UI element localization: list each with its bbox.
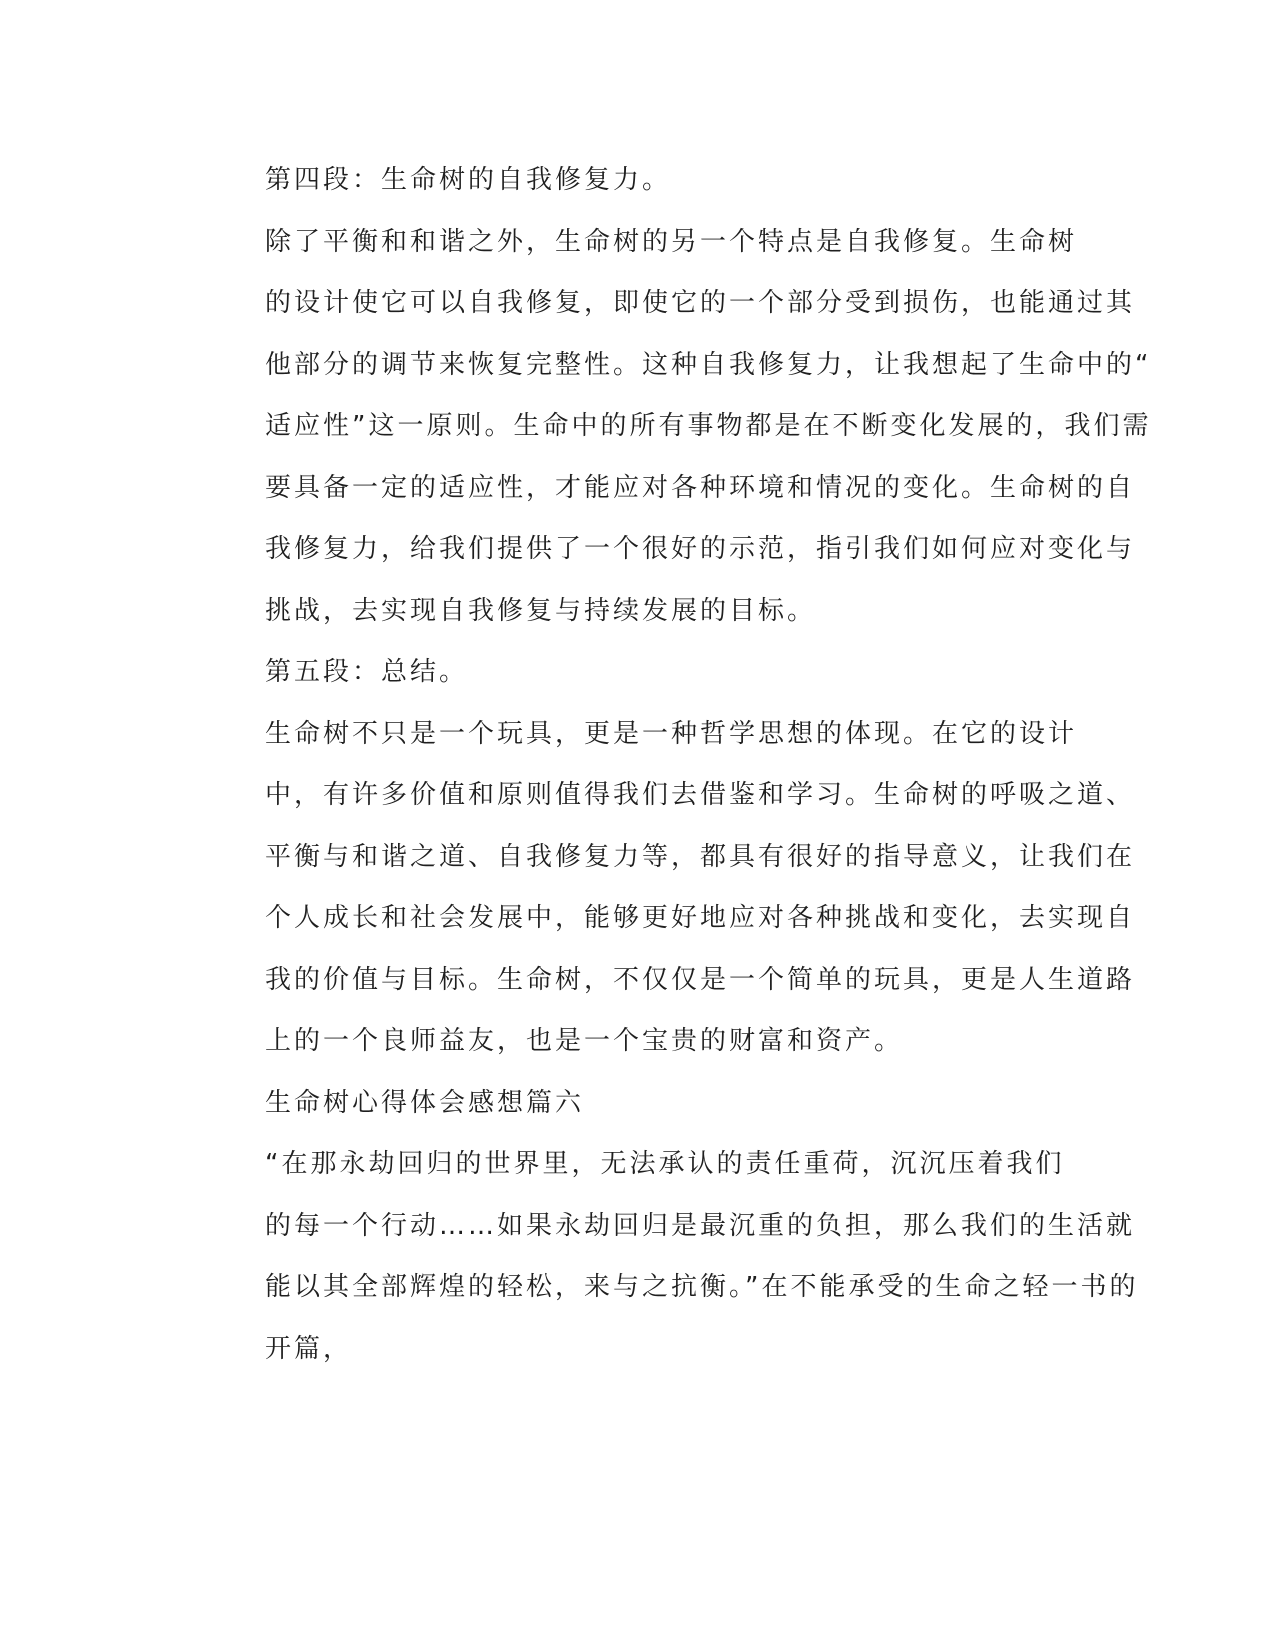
- text-line: 我的价值与目标。生命树，不仅仅是一个简单的玩具，更是人生道路: [265, 964, 1136, 995]
- essay-title-six: [189, 1073, 1085, 1135]
- text-line: 挑战，去实现自我修复与持续发展的目标。: [265, 595, 817, 626]
- paragraph-self-repair: [189, 212, 1152, 643]
- section-heading-four: [189, 150, 1085, 212]
- paragraph-quote: [189, 1134, 1139, 1380]
- text-line: 开篇，: [265, 1333, 353, 1364]
- text-line: 中，有许多价值和原则值得我们去借鉴和学习。生命树的呼吸之道、: [265, 780, 1136, 810]
- text-line: 生命树不只是一个玩具，更是一种哲学思想的体现。在它的设计: [265, 718, 1078, 749]
- paragraph-summary: [189, 704, 1136, 1073]
- text-line: 的每一个行动……如果永劫回归是最沉重的负担，那么我们的生活就: [265, 1210, 1136, 1241]
- text-line: 我修复力，给我们提供了一个很好的示范，指引我们如何应对变化与: [265, 534, 1136, 564]
- text-line: 的设计使它可以自我修复，即使它的一个部分受到损伤，也能通过其: [265, 288, 1136, 318]
- text-line: 第四段：生命树的自我修复力。: [265, 165, 672, 195]
- text-line: “在那永劫回归的世界里，无法承认的责任重荷，沉沉压着我们: [265, 1149, 1065, 1179]
- section-heading-five: [189, 642, 1085, 704]
- text-line: 适应性”这一原则。生命中的所有事物都是在不断变化发展的，我们需: [265, 411, 1152, 441]
- text-line: 除了平衡和和谐之外，生命树的另一个特点是自我修复。生命树: [265, 226, 1078, 257]
- text-line: 第五段：总结。: [265, 657, 469, 687]
- text-line: 上的一个良师益友，也是一个宝贵的财富和资产。: [265, 1026, 904, 1056]
- text-line: 平衡与和谐之道、自我修复力等，都具有很好的指导意义，让我们在: [265, 841, 1136, 872]
- text-line: 要具备一定的适应性，才能应对各种环境和情况的变化。生命树的自: [265, 472, 1136, 503]
- text-line: 个人成长和社会发展中，能够更好地应对各种挑战和变化，去实现自: [265, 903, 1136, 933]
- document-text: [189, 150, 1152, 1380]
- text-line: 能以其全部辉煌的轻松，来与之抗衡。”在不能承受的生命之轻一书的: [265, 1272, 1139, 1302]
- text-line: 生命树心得体会感想篇六: [265, 1087, 585, 1118]
- text-line: 他部分的调节来恢复完整性。这种自我修复力，让我想起了生命中的“: [265, 349, 1152, 380]
